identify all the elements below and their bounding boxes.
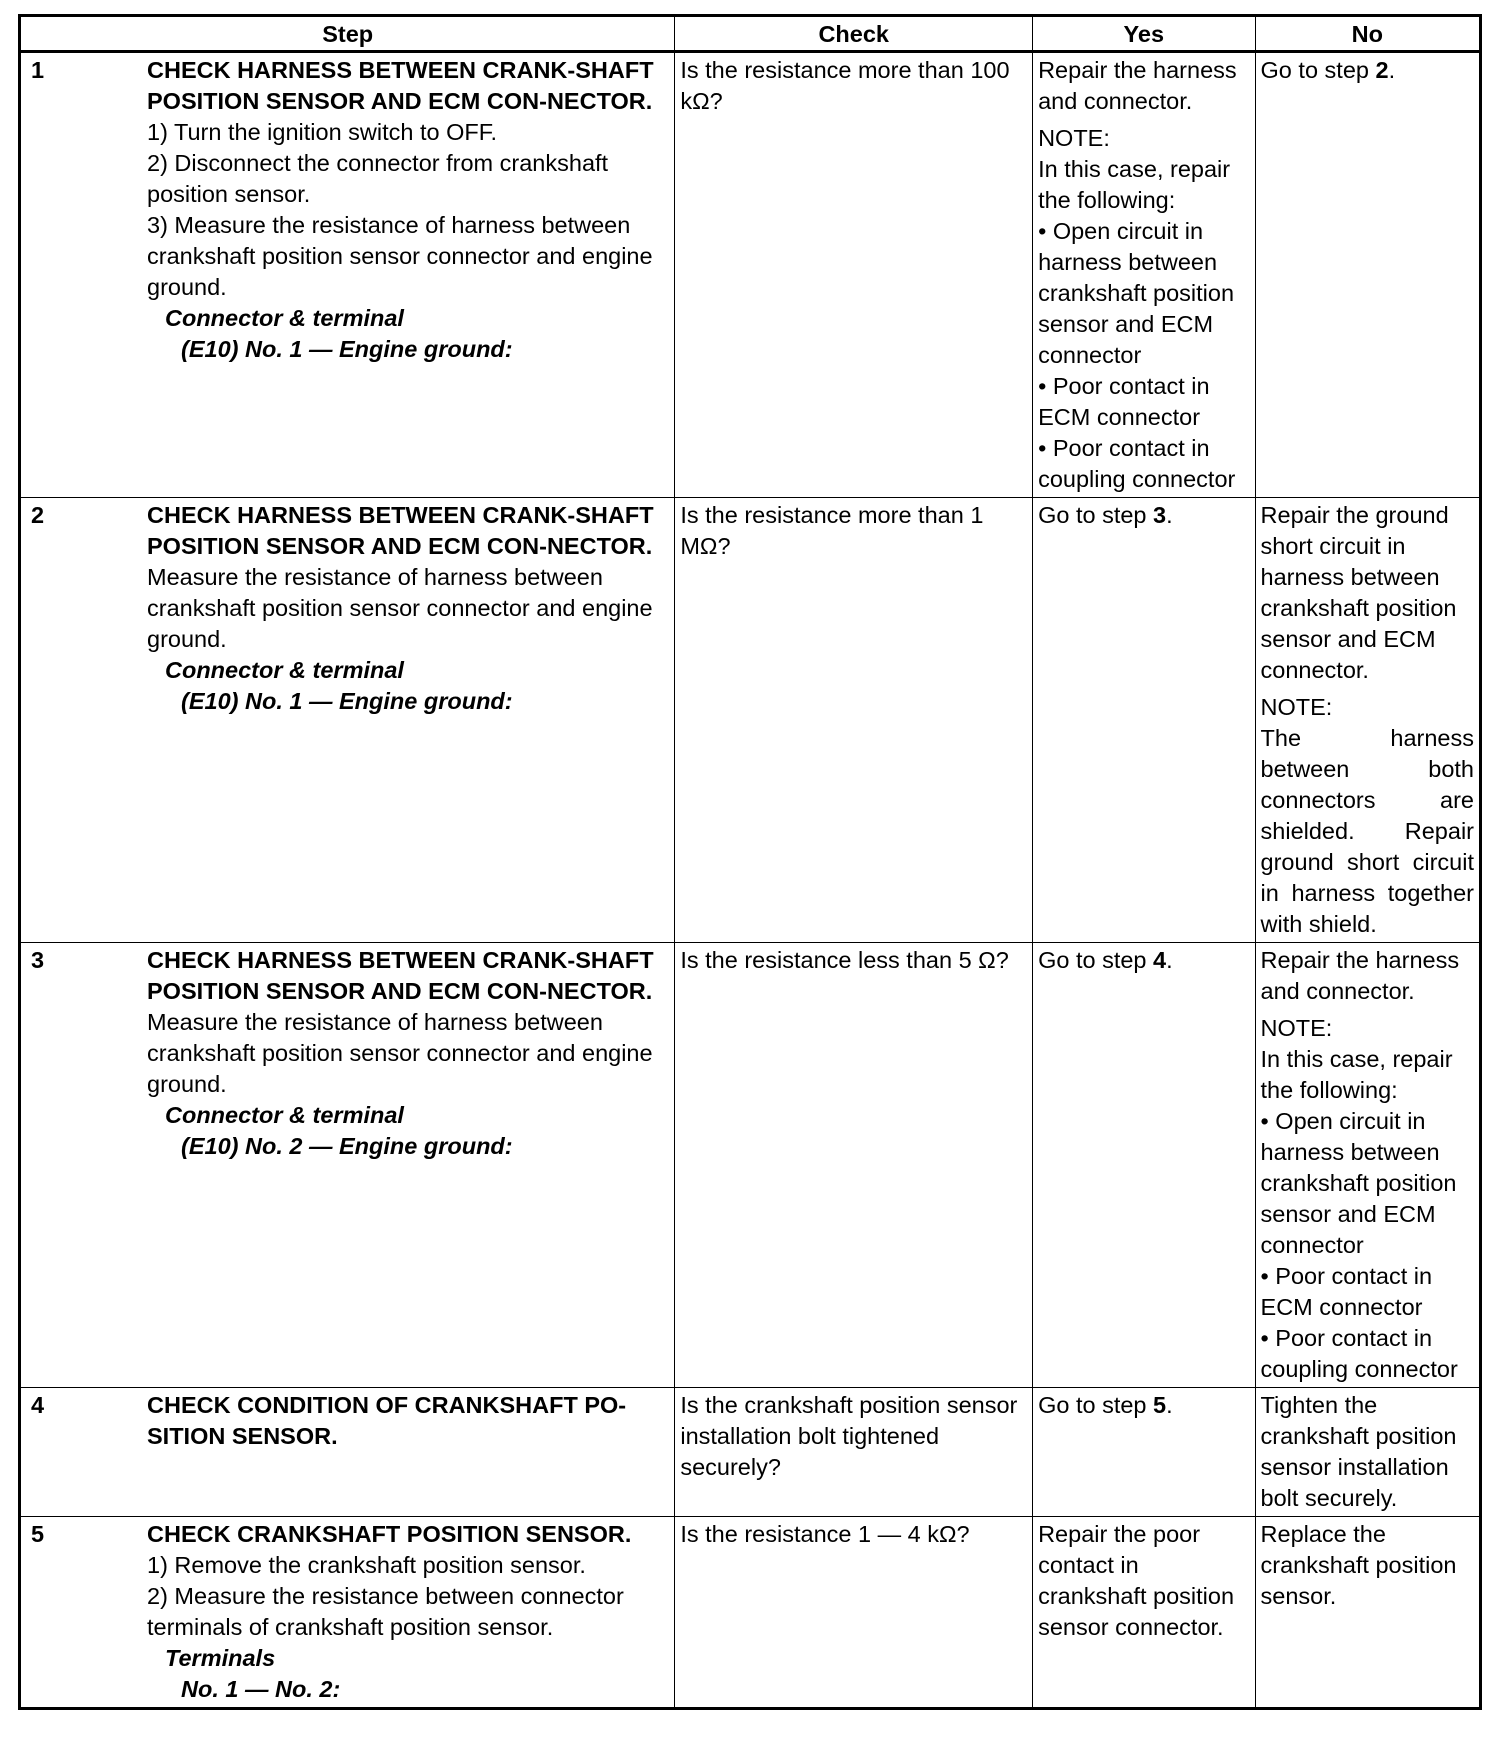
no-cell (1255, 52, 1480, 498)
yes-cell: Repair the poor contact in crankshaft position sensor connector. (1033, 1517, 1255, 1709)
step-title: CHECK HARNESS BETWEEN CRANK-SHAFT POSITION SENSOR AND ECM CON-NECTOR. (147, 57, 654, 114)
step-instruction: 2) Disconnect the connector from crankshaft position sensor. (147, 150, 609, 207)
check-cell: Is the resistance more than 1 MΩ? (675, 498, 1033, 943)
spec-value: (E10) No. 1 — Engine ground: (181, 336, 513, 362)
step-title: CHECK CONDITION OF CRANKSHAFT PO-SITION SENSOR. (147, 1392, 627, 1449)
spec-label: Connector & terminal (165, 1102, 404, 1128)
table-row (20, 1517, 1481, 1709)
goto-step: 3 (1153, 502, 1167, 528)
yes-cell (1033, 52, 1255, 498)
note-label: NOTE: (1260, 1015, 1333, 1041)
step-cell (20, 1388, 675, 1517)
header-no: No (1255, 16, 1480, 52)
spec-value: No. 1 — No. 2: (181, 1676, 341, 1702)
goto-step: 2 (1375, 57, 1389, 83)
goto-prefix: Go to step (1260, 57, 1376, 83)
step-title: CHECK CRANKSHAFT POSITION SENSOR. (147, 1521, 632, 1547)
no-cell (1255, 498, 1480, 943)
step-number: 2 (31, 502, 45, 528)
spec-label: Connector & terminal (165, 657, 404, 683)
bullet-item: • Open circuit in harness between crankshaft position sensor and ECM connector (1038, 218, 1235, 368)
yes-cell (1033, 1388, 1255, 1517)
note-label: NOTE: (1038, 125, 1110, 151)
note-text: The harness between both connectors are shielded. Repair ground short circuit in harness together with shield. (1260, 725, 1474, 937)
goto-step: 4 (1153, 947, 1167, 973)
step-title: CHECK HARNESS BETWEEN CRANK-SHAFT POSITION SENSOR AND ECM CON-NECTOR. (147, 502, 654, 559)
step-number: 5 (31, 1521, 45, 1547)
goto-suffix: . (1166, 1392, 1173, 1418)
no-cell: Replace the crankshaft position sensor. (1255, 1517, 1480, 1709)
check-cell: Is the resistance less than 5 Ω? (675, 943, 1033, 1388)
goto-suffix: . (1166, 947, 1173, 973)
bullet-item: • Open circuit in harness between crankshaft position sensor and ECM connector (1260, 1108, 1457, 1258)
no-cell (1255, 943, 1480, 1388)
header-step: Step (20, 16, 675, 52)
goto-prefix: Go to step (1038, 1392, 1154, 1418)
table-row (20, 1388, 1481, 1517)
yes-cell (1033, 498, 1255, 943)
step-cell (20, 1517, 675, 1709)
table-header-row (20, 16, 1481, 52)
table-row (20, 498, 1481, 943)
step-number: 4 (31, 1392, 45, 1418)
step-cell (20, 498, 675, 943)
check-cell: Is the crankshaft position sensor installation bolt tightened securely? (675, 1388, 1033, 1517)
step-instruction: Measure the resistance of harness between crankshaft position sensor connector and engine ground. (147, 564, 653, 652)
table-row (20, 52, 1481, 498)
step-instruction: 2) Measure the resistance between connector terminals of crankshaft position sensor. (147, 1583, 624, 1640)
spec-value: (E10) No. 2 — Engine ground: (181, 1133, 513, 1159)
goto-step: 5 (1153, 1392, 1167, 1418)
no-cell: Tighten the crankshaft position sensor installation bolt securely. (1255, 1388, 1480, 1517)
yes-cell (1033, 943, 1255, 1388)
bullet-item: • Poor contact in ECM connector (1038, 373, 1210, 430)
spec-label: Connector & terminal (165, 305, 404, 331)
note-text: In this case, repair the following: (1260, 1046, 1453, 1103)
step-number: 1 (31, 57, 45, 83)
diagnostic-table (18, 14, 1482, 1710)
step-instruction: 1) Turn the ignition switch to OFF. (147, 119, 498, 145)
step-cell (20, 943, 675, 1388)
bullet-item: • Poor contact in coupling connector (1038, 435, 1236, 492)
note-text: In this case, repair the following: (1038, 156, 1231, 213)
spec-label: Terminals (165, 1645, 276, 1671)
header-yes: Yes (1033, 16, 1255, 52)
bullet-item: • Poor contact in ECM connector (1260, 1263, 1433, 1320)
bullet-item: • Poor contact in coupling connector (1260, 1325, 1458, 1382)
spec-value: (E10) No. 1 — Engine ground: (181, 688, 513, 714)
goto-suffix: . (1166, 502, 1173, 528)
check-cell: Is the resistance more than 100 kΩ? (675, 52, 1033, 498)
table-row (20, 943, 1481, 1388)
step-title: CHECK HARNESS BETWEEN CRANK-SHAFT POSITION SENSOR AND ECM CON-NECTOR. (147, 947, 654, 1004)
goto-prefix: Go to step (1038, 502, 1154, 528)
header-check: Check (675, 16, 1033, 52)
yes-text: Repair the harness and connector. (1038, 57, 1237, 114)
check-cell: Is the resistance 1 — 4 kΩ? (675, 1517, 1033, 1709)
step-instruction: 1) Remove the crankshaft position sensor. (147, 1552, 586, 1578)
no-text: Repair the harness and connector. (1260, 947, 1460, 1004)
goto-suffix: . (1388, 57, 1396, 83)
step-instruction: Measure the resistance of harness between crankshaft position sensor connector and engine ground. (147, 1009, 653, 1097)
step-cell (20, 52, 675, 498)
no-text: Repair the ground short circuit in harness between crankshaft position sensor and ECM connector. (1260, 502, 1457, 683)
step-instruction: 3) Measure the resistance of harness between crankshaft position sensor connector and engine ground. (147, 212, 653, 300)
note-label: NOTE: (1260, 694, 1333, 720)
goto-prefix: Go to step (1038, 947, 1154, 973)
step-number: 3 (31, 947, 45, 973)
